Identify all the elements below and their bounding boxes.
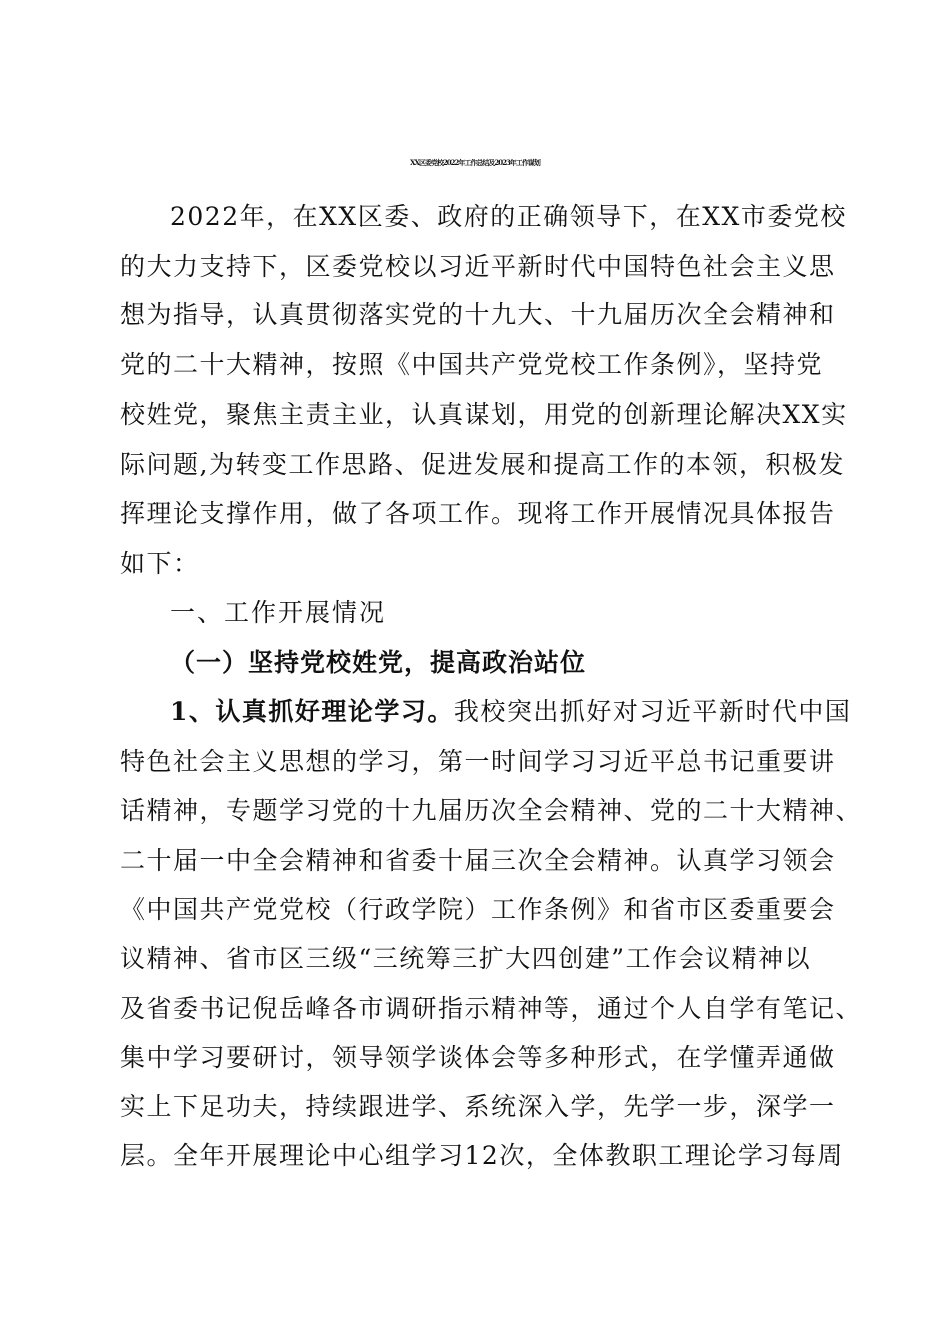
item-line: 《中国共产党党校（行政学院）工作条例》和省市区委重要会 [120,895,836,924]
intro-line: 想为指导，认真贯彻落实党的十九大、十九届历次全会精神和 [120,300,836,329]
item-line: 集中学习要研讨，领导领学谈体会等多种形式，在学懂弄通做 [120,1043,836,1072]
subsection-heading: （一）坚持党校姓党，提高政治站位 [170,648,587,677]
section-heading: 一、工作开展情况 [170,598,387,627]
intro-line: 的大力支持下，区委党校以习近平新时代中国特色社会主义思 [120,252,836,281]
item-line: 实上下足功夫，持续跟进学、系统深入学，先学一步，深学一 [120,1092,836,1121]
intro-line: 2022年，在XX区委、政府的正确领导下，在XX市委党校 [170,202,847,231]
item-text: 我校突出抓好对习近平新时代中国 [453,697,852,726]
item-lead: 1、认真抓好理论学习。 [170,697,454,726]
intro-line: 如下： [120,549,200,578]
document-title: XX区委党校2022年工作总结及2023年工作谋划 [410,158,540,167]
intro-line: 党的二十大精神，按照《中国共产党党校工作条例》，坚持党 [120,350,824,379]
intro-line: 际问题,为转变工作思路、促进发展和提高工作的本领，积极发 [120,450,845,479]
item-line: 二十届一中全会精神和省委十届三次全会精神。认真学习领会 [120,846,836,875]
item-line: 及省委书记倪岳峰各市调研指示精神等，通过个人自学有笔记、 [120,994,863,1023]
item-first-line [170,697,851,727]
item-line: 层。全年开展理论中心组学习12次，全体教职工理论学习每周 [120,1141,844,1170]
intro-line: 挥理论支撑作用，做了各项工作。现将工作开展情况具体报告 [120,499,836,528]
intro-line: 校姓党，聚焦主责主业，认真谋划，用党的创新理论解决XX实 [120,400,848,429]
item-line: 议精神、省市区三级“三统筹三扩大四创建”工作会议精神以 [120,944,812,973]
item-line: 话精神，专题学习党的十九届历次全会精神、党的二十大精神、 [120,796,863,825]
item-line: 特色社会主义思想的学习，第一时间学习习近平总书记重要讲 [120,747,836,776]
